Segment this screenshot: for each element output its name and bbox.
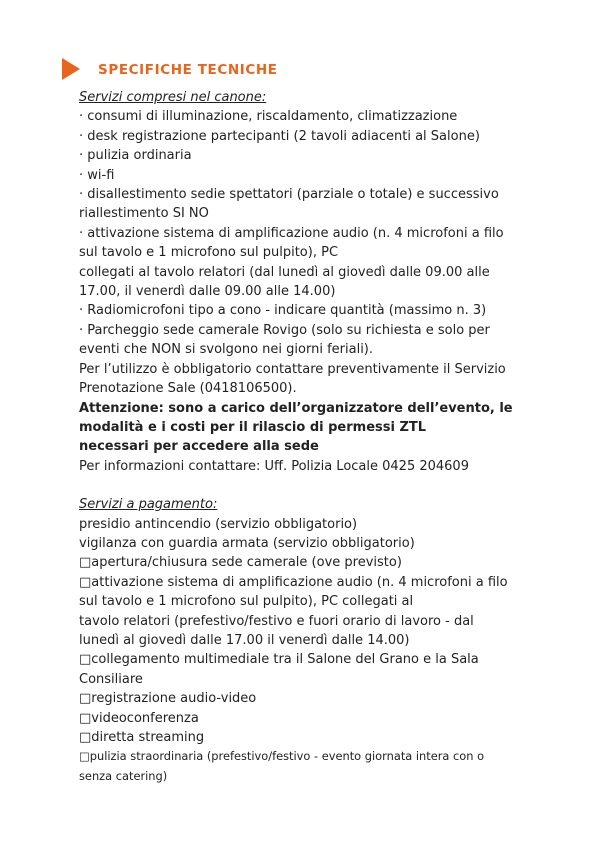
paid-line: vigilanza con guardia armata (servizio obbligatorio) xyxy=(79,535,415,551)
spacer xyxy=(79,476,559,495)
included-line: · consumi di illuminazione, riscaldamento, climatizzazione xyxy=(79,109,458,125)
paid-line: □videoconferenza xyxy=(79,710,199,726)
included-line: sul tavolo e 1 microfono sul pulpito), PC xyxy=(79,245,339,261)
paid-line: Consiliare xyxy=(79,671,143,687)
warning-line: necessari per accedere alla sede xyxy=(79,439,319,455)
included-line: · pulizia ordinaria xyxy=(79,148,192,164)
included-line: · desk registrazione partecipanti (2 tavoli adiacenti al Salone) xyxy=(79,128,480,144)
paid-line: □attivazione sistema di amplificazione audio (n. 4 microfoni a filo xyxy=(79,574,508,590)
info-line: Per informazioni contattare: Uff. Polizia Locale 0425 204609 xyxy=(79,458,469,474)
paid-line: lunedì al giovedì dalle 17.00 il venerdì dalle 14.00) xyxy=(79,632,410,648)
paid-line: sul tavolo e 1 microfono sul pulpito), PC collegati al xyxy=(79,594,414,610)
paid-line-small: senza catering) xyxy=(79,768,168,783)
section-arrow-icon xyxy=(62,58,80,80)
included-line: 17.00, il venerdì dalle 09.00 alle 14.00) xyxy=(79,284,336,300)
paid-heading: Servizi a pagamento: xyxy=(79,497,218,513)
paid-line: presidio antincendio (servizio obbligatorio) xyxy=(79,516,358,532)
paid-list xyxy=(79,515,559,787)
included-line: · Parcheggio sede camerale Rovigo (solo su richiesta e solo per xyxy=(79,322,490,338)
warning-line: modalità e i costi per il rilascio di permessi ZTL xyxy=(79,419,427,435)
included-line: · Radiomicrofoni tipo a cono - indicare quantità (massimo n. 3) xyxy=(79,303,487,319)
paid-line: tavolo relatori (prefestivo/festivo e fuori orario di lavoro - dal xyxy=(79,613,474,629)
included-line: · disallestimento sedie spettatori (parziale o totale) e successivo xyxy=(79,187,499,203)
included-line: Prenotazione Sale (0418106500). xyxy=(79,381,297,397)
paid-line-small: □pulizia straordinaria (prefestivo/festivo - evento giornata intera con o xyxy=(79,749,485,764)
included-list xyxy=(79,107,559,398)
included-line: · wi-fi xyxy=(79,167,115,183)
paid-line: □diretta streaming xyxy=(79,730,205,745)
included-line: eventi che NON si svolgono nei giorni feriali). xyxy=(79,342,374,358)
included-heading: Servizi compresi nel canone: xyxy=(79,90,267,105)
included-line: Per l’utilizzo è obbligatorio contattare preventivamente il Servizio xyxy=(79,361,506,377)
paid-line: □collegamento multimediale tra il Salone del Grano e la Sala xyxy=(79,652,479,668)
included-line: · attivazione sistema di amplificazione audio (n. 4 microfoni a filo xyxy=(79,225,504,241)
warning-line: Attenzione: sono a carico dell’organizzatore dell’evento, le xyxy=(79,400,513,416)
content xyxy=(79,88,559,786)
ztl-warning xyxy=(79,399,559,457)
included-line: collegati al tavolo relatori (dal lunedì al giovedì dalle 09.00 alle xyxy=(79,264,490,280)
paid-line: □registrazione audio-video xyxy=(79,691,257,707)
paid-line: □apertura/chiusura sede camerale (ove previsto) xyxy=(79,555,402,571)
included-line: riallestimento SI NO xyxy=(79,206,209,222)
section-title: SPECIFICHE TECNICHE xyxy=(98,62,278,78)
